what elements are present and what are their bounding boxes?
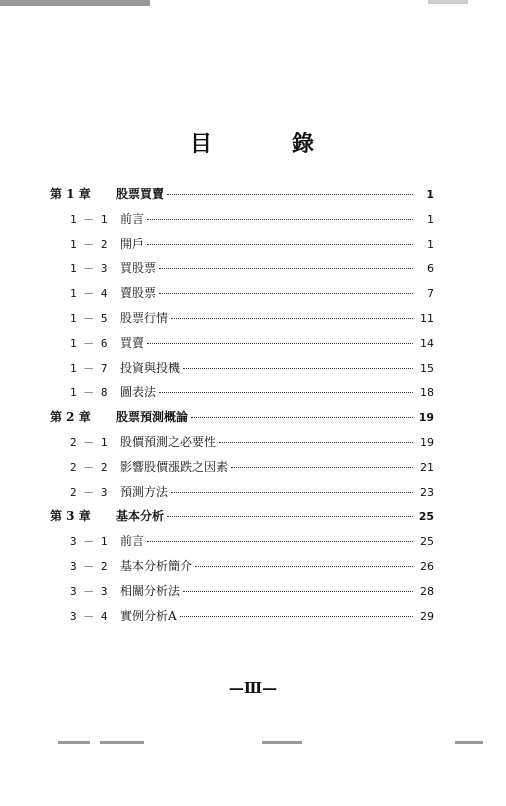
toc-page-number: 1	[427, 237, 434, 251]
toc-page-number: 1	[427, 212, 434, 226]
scan-artifact-top	[0, 0, 150, 6]
toc-dot-leader	[219, 442, 413, 443]
toc-page-number: 7	[427, 287, 434, 301]
toc-chapter-row	[50, 183, 434, 205]
toc-number: 3 － 4	[70, 609, 108, 623]
toc-label: 預測方法	[120, 484, 169, 499]
toc-section-row	[70, 481, 434, 503]
toc-label: 股票買賣	[116, 187, 165, 201]
toc-label: 基本分析簡介	[120, 559, 193, 573]
toc-number: 第 3 章	[50, 509, 91, 524]
scan-artifact-bottom	[455, 741, 483, 744]
toc-number: 1 － 5	[70, 312, 108, 325]
toc-dot-leader	[191, 417, 413, 418]
toc-dot-leader	[159, 392, 413, 393]
toc-page-number: 1	[426, 188, 434, 201]
toc-page-number: 19	[418, 411, 434, 425]
toc-dot-leader	[171, 492, 413, 493]
page-title	[0, 127, 506, 158]
toc-chapter-row	[50, 505, 434, 527]
toc-section-row	[70, 431, 434, 453]
toc-dot-leader	[159, 293, 413, 294]
toc-section-row	[70, 530, 434, 552]
toc-dot-leader	[171, 318, 413, 319]
toc-number: 2 － 2	[70, 460, 108, 474]
toc-number: 2 － 1	[70, 436, 108, 449]
toc-section-row	[70, 456, 434, 478]
toc-chapter-row	[50, 406, 434, 428]
toc-section-row	[70, 580, 434, 602]
toc-dot-leader	[147, 244, 413, 245]
toc-number: 第 2 章	[50, 410, 91, 425]
toc-label: 買賣	[120, 335, 145, 350]
toc-page-number: 21	[420, 460, 434, 474]
toc-section-row	[70, 357, 434, 379]
toc-section-row	[70, 555, 434, 577]
toc-number: 1 － 3	[70, 262, 108, 276]
toc-section-row	[70, 605, 434, 627]
toc-dot-leader	[147, 541, 413, 542]
toc-dot-leader	[147, 219, 413, 220]
toc-page-number: 18	[420, 386, 434, 400]
toc-page-number: 14	[420, 336, 434, 350]
toc-label: 投資與投機	[120, 360, 181, 375]
scan-artifact-bottom	[100, 741, 144, 744]
toc-number: 1 － 1	[70, 212, 108, 226]
toc-label: 股票預測概論	[116, 410, 189, 425]
toc-page-number: 25	[420, 535, 434, 549]
toc-section-row	[70, 257, 434, 279]
toc-page-number: 25	[418, 510, 434, 524]
toc-section-row	[70, 208, 434, 230]
toc-dot-leader	[231, 467, 413, 468]
toc-number: 3 － 2	[70, 560, 108, 573]
toc-dot-leader	[180, 616, 413, 617]
title-right: 錄	[292, 131, 317, 157]
title-left: 目	[189, 131, 214, 157]
scan-artifact-bottom	[58, 741, 90, 744]
toc-number: 1 － 8	[70, 386, 108, 400]
toc-page-number: 19	[420, 436, 434, 449]
toc-dot-leader	[183, 591, 413, 592]
toc-dot-leader	[167, 194, 413, 195]
toc-dot-leader	[167, 516, 413, 517]
toc-label: 基本分析	[116, 509, 165, 524]
toc-number: 1 － 6	[70, 336, 108, 350]
toc-number: 1 － 2	[70, 237, 108, 251]
toc-number: 1 － 7	[70, 361, 108, 375]
toc-label: 股票行情	[120, 311, 169, 325]
toc-label: 影響股價漲跌之因素	[120, 459, 229, 474]
scan-artifact-bottom	[262, 741, 302, 744]
toc-label: 前言	[120, 211, 145, 226]
toc-section-row	[70, 307, 434, 329]
toc-page-number: 29	[420, 609, 434, 623]
toc-dot-leader	[183, 368, 413, 369]
toc-label: 買股票	[120, 261, 157, 276]
toc-number: 第 1 章	[50, 187, 91, 201]
toc-page-number: 15	[420, 361, 434, 375]
toc-dot-leader	[159, 268, 413, 269]
toc-label: 前言	[120, 534, 145, 549]
toc-label: 實例分析A	[120, 608, 177, 623]
toc-page-number: 6	[427, 262, 434, 276]
toc-label: 相關分析法	[120, 583, 181, 598]
toc-label: 開戶	[120, 236, 145, 251]
toc-label: 圖表法	[120, 385, 157, 400]
toc-number: 3 － 1	[70, 535, 108, 549]
toc-dot-leader	[195, 566, 413, 567]
toc-section-row	[70, 282, 434, 304]
toc-label: 賣股票	[120, 286, 157, 301]
toc-section-row	[70, 381, 434, 403]
toc-page-number: 23	[420, 485, 434, 499]
toc-page-number: 28	[420, 584, 434, 598]
toc-number: 2 － 3	[70, 485, 108, 499]
toc-section-row	[70, 233, 434, 255]
toc-page-number: 26	[420, 560, 434, 573]
toc-dot-leader	[147, 343, 413, 344]
toc-number: 1 － 4	[70, 287, 108, 301]
toc-label: 股價預測之必要性	[120, 435, 217, 449]
toc-page-number: 11	[420, 312, 434, 325]
toc-section-row	[70, 332, 434, 354]
scan-artifact-top-right	[428, 0, 468, 4]
toc-number: 3 － 3	[70, 584, 108, 598]
page-number: —Ⅲ—	[228, 679, 278, 697]
